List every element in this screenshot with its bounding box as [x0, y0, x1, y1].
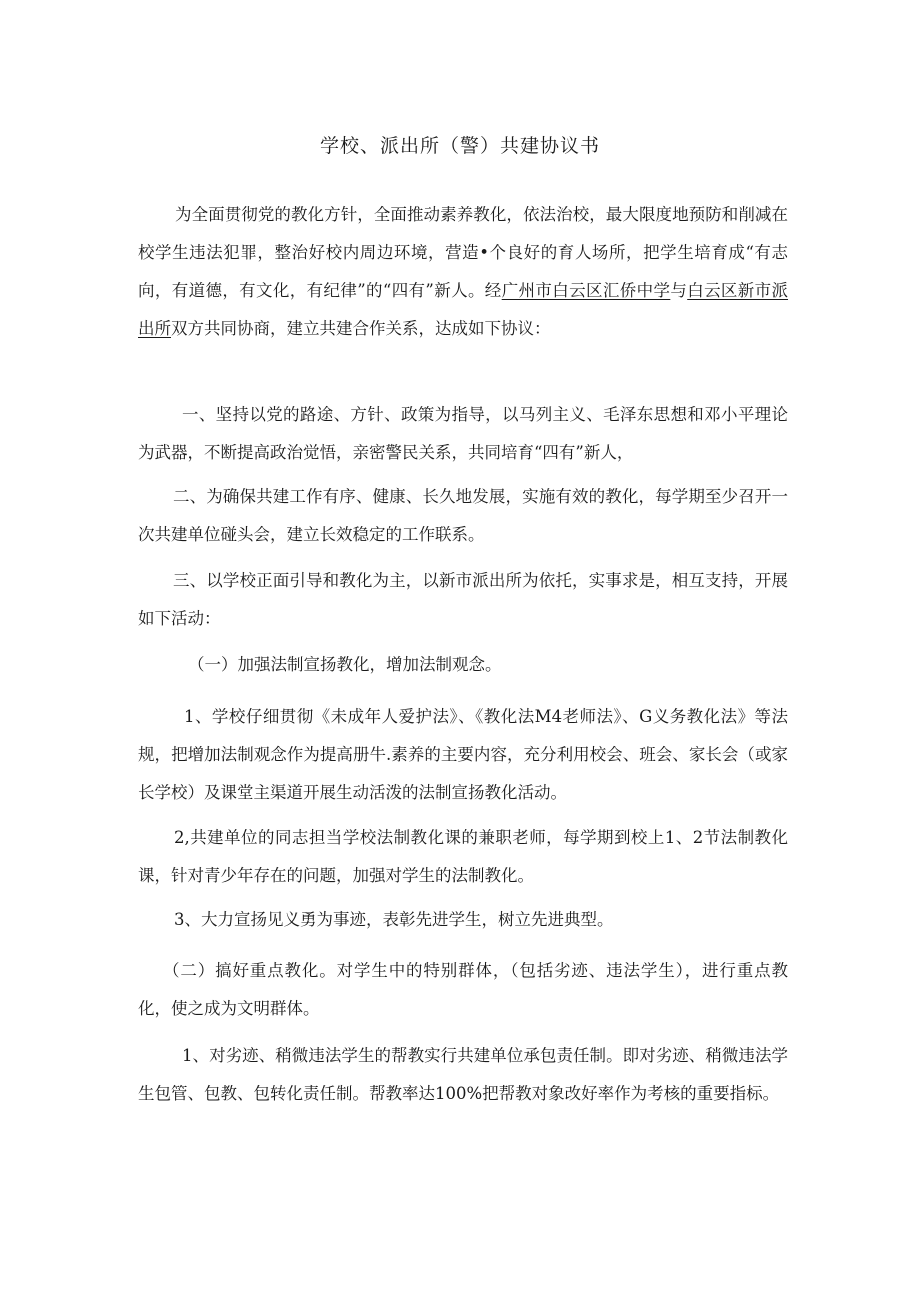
- police-station-name: 白云区新市派出所: [138, 281, 789, 338]
- clause-2: 二、为确保共建工作有序、健康、长久地发展，实施有效的教化，每学期至少召开一次共建单位碰头会，建立长效稳定的工作联系。: [138, 487, 788, 544]
- section-2-heading: （二）搞好重点教化。对学生中的特别群体，（包括劣迹、违法学生），进行重点教化，使之成为文明群体。: [138, 961, 788, 1018]
- clause-3: 三、以学校正面引导和教化为主，以新市派出所为依托，实事求是，相互支持，开展如下活动：: [138, 571, 788, 628]
- section-1-item-2: 2,共建单位的同志担当学校法制教化课的兼职老师，每学期到校上1、2节法制教化课，针对青少年存在的问题，加强对学生的法制教化。: [138, 828, 788, 885]
- intro-text-1: 为全面贯彻党的教化方针，全面推动素养教化，依法治校，最大限度地预防和削减在校学生违法犯罪，整治好校内周边环境，营造•个良好的育人场所，把学生培育成“有志向，有道德，有文化，有纪律”的“四有”新人。经: [138, 205, 788, 300]
- section-1-heading: （一）加强法制宣扬教化，增加法制观念。: [188, 655, 502, 674]
- section-1-item-1: 1、学校仔细贯彻《未成年人爱护法》、《教化法M4老师法》、G义务教化法》等法规，把增加法制观念作为提高册牛.素养的主要内容，充分利用校会、班会、家长会（或家长学校）及课堂主渠道开展生动活泼的法制宣扬教化活动。: [138, 707, 788, 802]
- intro-paragraph: [138, 196, 788, 348]
- intro-text-3: 双方共同协商，建立共建合作关系，达成如下协议：: [171, 319, 551, 338]
- intro-text-2: 与: [670, 281, 688, 300]
- school-name: 广州市白云区汇侨中学: [501, 281, 671, 300]
- section-2-item-1: 1、对劣迹、稍微违法学生的帮教实行共建单位承包责任制。即对劣迹、稍微违法学生包管、包教、包转化责任制。帮教率达100%把帮教对象改好率作为考核的重要指标。: [138, 1046, 788, 1103]
- section-1-item-3: 3、大力宣扬见义勇为事迹，表彰先进学生，树立先进典型。: [174, 910, 614, 929]
- clause-1: 一、坚持以党的路途、方针、政策为指导，以马列主义、毛泽东思想和邓小平理论为武器，不断提高政治觉悟，亲密警民关系，共同培育“四有”新人，: [138, 405, 788, 462]
- document-title: 学校、派出所（警）共建协议书: [319, 135, 600, 157]
